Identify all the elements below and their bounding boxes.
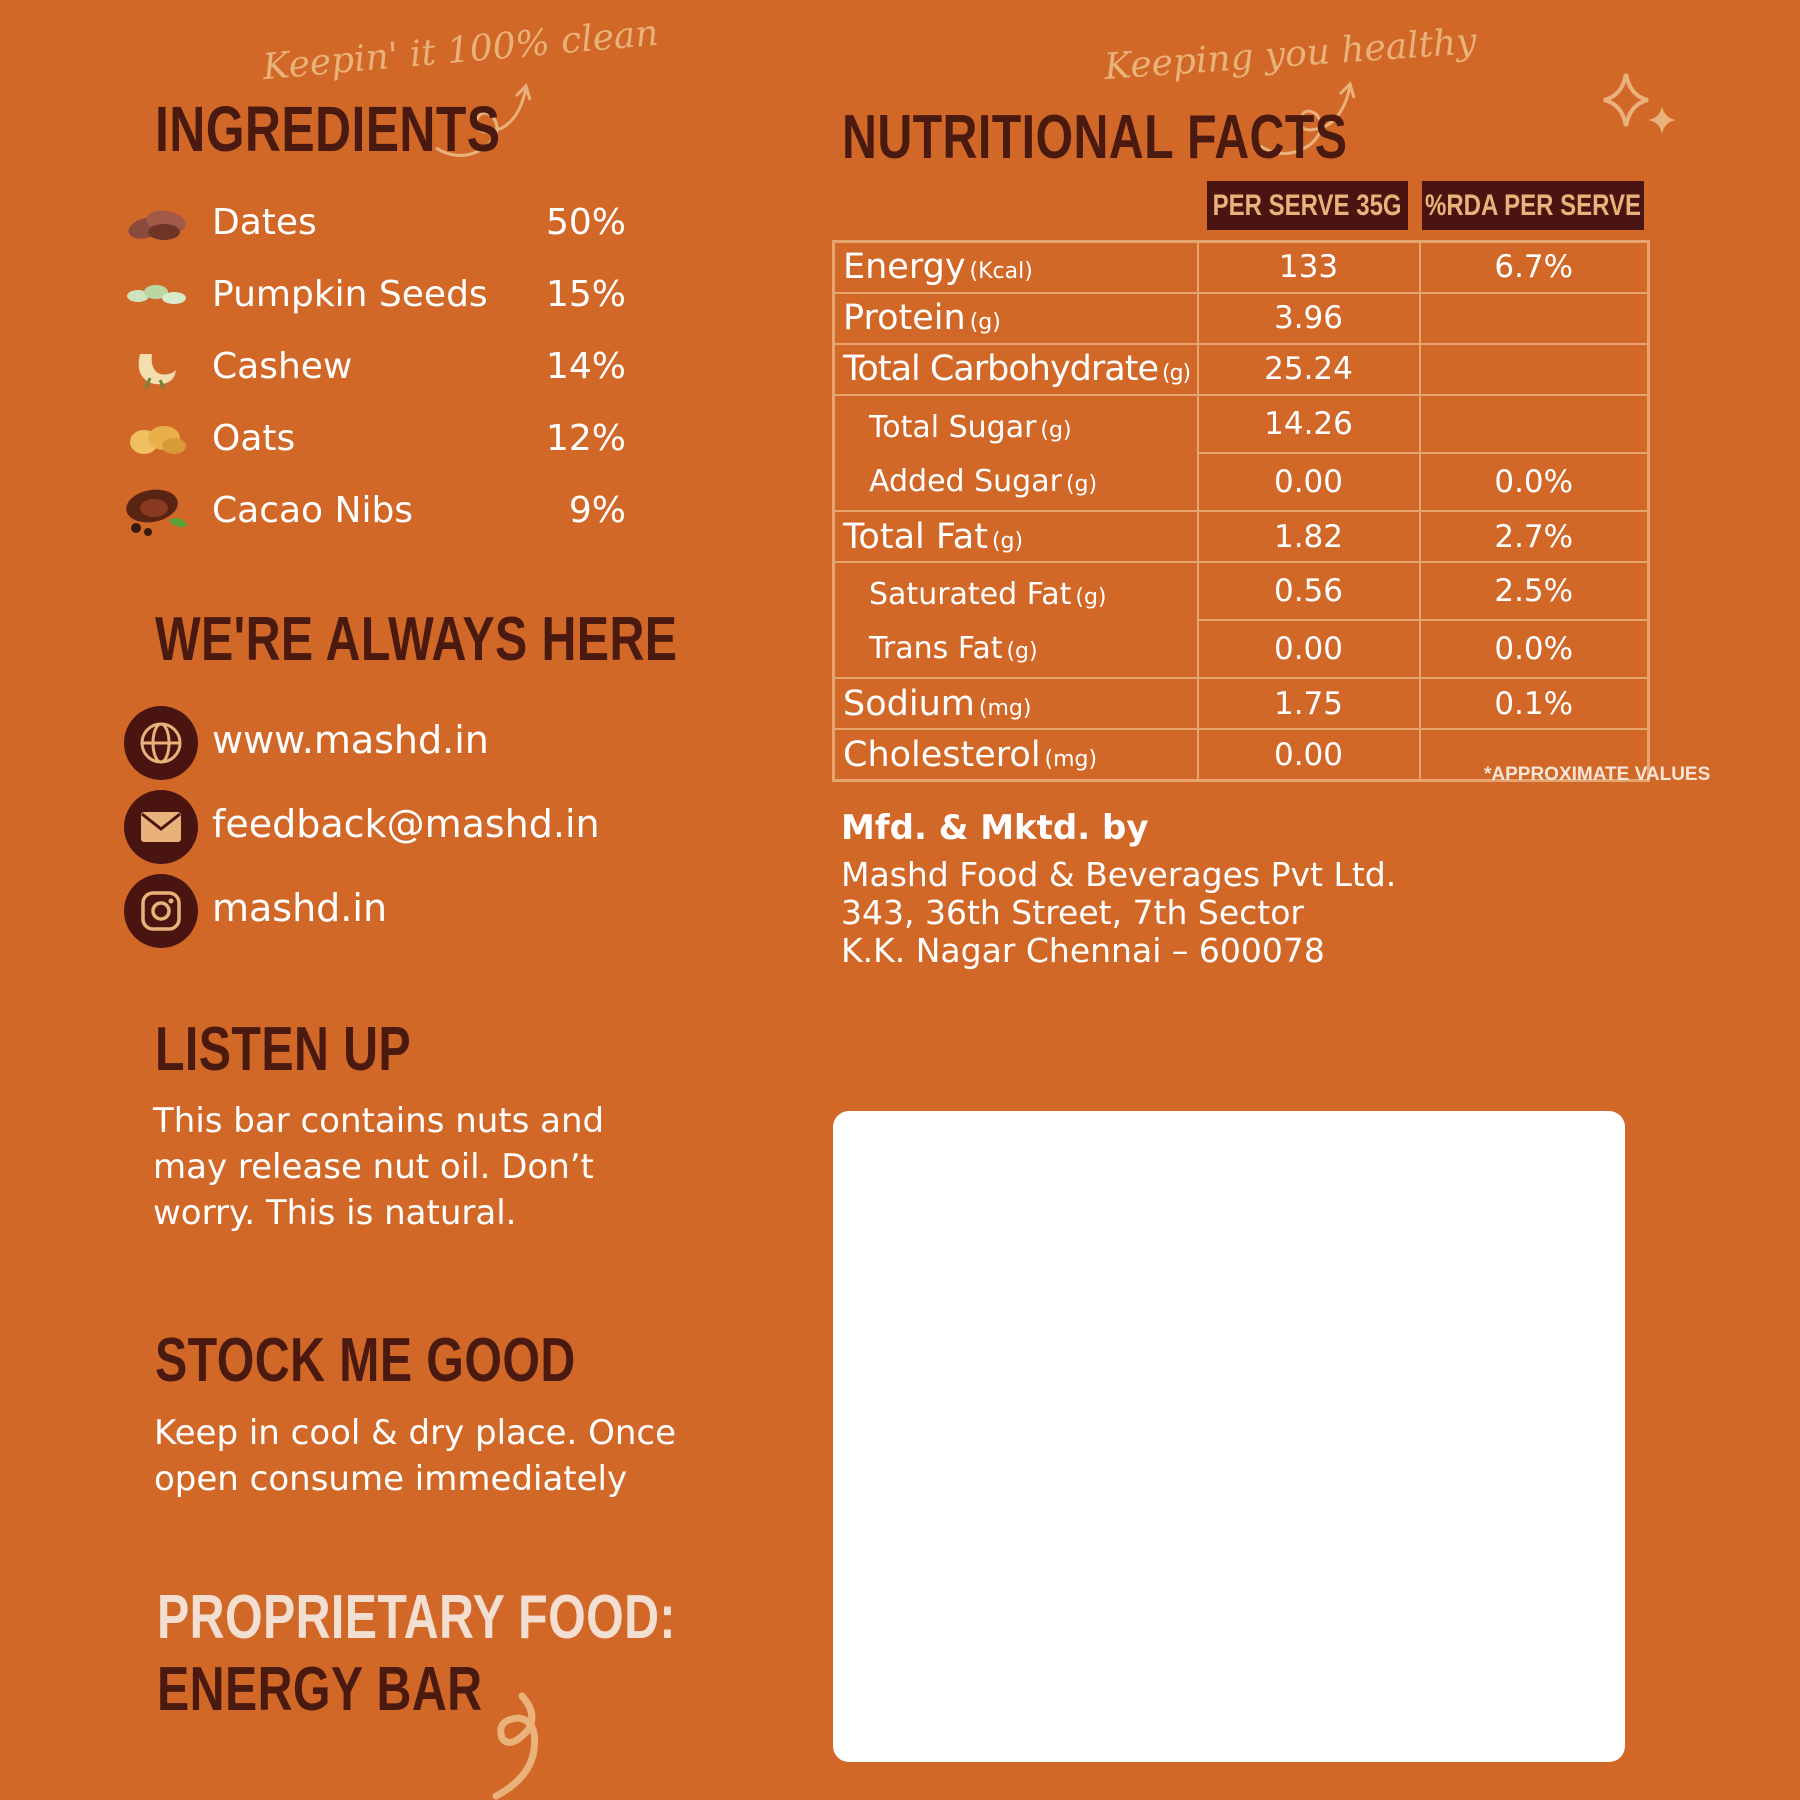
nutrient-value: 0.00 — [1198, 453, 1420, 511]
table-row — [834, 562, 1649, 620]
nutrient-name: Added Sugar — [869, 464, 1062, 500]
product-type-label: ENERGY BAR — [157, 1655, 483, 1724]
nutrient-name: Total Sugar — [869, 410, 1037, 446]
nutrient-rda: 0.0% — [1420, 620, 1649, 678]
stock-line: open consume immediately — [154, 1459, 628, 1499]
sparkle-icon — [1594, 70, 1684, 150]
instagram-text: mashd.in — [212, 886, 388, 930]
website-text: www.mashd.in — [212, 718, 489, 762]
nutrition-table — [832, 240, 1650, 782]
ingredient-name: Pumpkin Seeds — [212, 274, 488, 315]
stock-line: Keep in cool & dry place. Once — [154, 1413, 677, 1453]
nutrient-label — [834, 562, 1198, 678]
ingredient-row — [124, 192, 626, 252]
nutrient-sub-label — [869, 569, 1197, 623]
nutrient-value: 0.00 — [1198, 620, 1420, 678]
nutrient-unit: (g) — [1040, 418, 1072, 444]
nutrient-value: 3.96 — [1198, 293, 1420, 344]
nutrient-label — [834, 344, 1198, 395]
ingredients-title: INGREDIENTS — [155, 93, 501, 165]
cacao-icon — [124, 480, 190, 540]
listen-up-line: may release nut oil. Don’t — [153, 1147, 594, 1187]
listen-up-line: This bar contains nuts and — [153, 1101, 605, 1141]
ingredient-percent: 15% — [545, 274, 626, 315]
nutrient-name: Cholesterol — [843, 734, 1041, 775]
ingredient-name: Cacao Nibs — [212, 490, 414, 531]
nutrient-rda: 2.5% — [1420, 562, 1649, 620]
nutrient-rda: 6.7% — [1420, 242, 1649, 293]
nutrient-unit: (Kcal) — [969, 259, 1033, 285]
nutrient-name: Saturated Fat — [869, 577, 1072, 613]
nutrient-name: Sodium — [843, 683, 975, 724]
ingredient-row — [124, 480, 626, 540]
table-row — [834, 678, 1649, 729]
nutrient-value: 0.00 — [1198, 729, 1420, 780]
approximate-values-note: *APPROXIMATE VALUES — [1484, 764, 1711, 785]
pumpkin-seeds-icon — [124, 270, 190, 318]
manufacturer-address-line: 343, 36th Street, 7th Sector — [841, 893, 1304, 932]
mail-icon — [124, 790, 198, 864]
ingredient-row — [124, 264, 626, 324]
manufacturer-company: Mashd Food & Beverages Pvt Ltd. — [841, 855, 1397, 894]
manufacturer-heading: Mfd. & Mktd. by — [841, 808, 1149, 848]
manufacturer-address — [841, 856, 1396, 970]
nutrient-value: 1.82 — [1198, 511, 1420, 562]
manufacturer-address-line: K.K. Nagar Chennai – 600078 — [841, 931, 1325, 970]
nutrient-sub-label — [869, 456, 1197, 510]
table-row — [834, 511, 1649, 562]
table-row — [834, 344, 1649, 395]
ingredient-name: Dates — [212, 202, 317, 243]
nutrient-unit: (g) — [1065, 472, 1098, 498]
globe-icon — [124, 706, 198, 780]
nutrient-sub-label — [869, 623, 1197, 677]
nutrient-label — [834, 395, 1198, 511]
squiggle-icon — [482, 1690, 552, 1800]
nutrient-unit: (mg) — [1044, 746, 1098, 772]
nutrient-value: 25.24 — [1198, 344, 1420, 395]
nutrient-name: Trans Fat — [869, 631, 1003, 667]
ingredient-name: Cashew — [212, 346, 353, 387]
nutrient-value: 0.56 — [1198, 562, 1420, 620]
table-row — [834, 293, 1649, 344]
table-row — [834, 395, 1649, 453]
ingredients-tagline: Keepin' it 100% clean — [260, 12, 661, 89]
nutrient-value: 1.75 — [1198, 678, 1420, 729]
nutrient-name: Energy — [843, 247, 966, 288]
ingredient-row — [124, 408, 626, 468]
stock-title: STOCK ME GOOD — [155, 1326, 576, 1395]
nutrient-value: 14.26 — [1198, 395, 1420, 453]
contact-title: WE'RE ALWAYS HERE — [155, 605, 678, 674]
nutrient-label — [834, 242, 1198, 293]
rda-header-label: %RDA PER SERVE — [1424, 188, 1642, 222]
per-serve-header-label: PER SERVE 35G — [1213, 188, 1403, 222]
nutrient-name: Total Fat — [843, 516, 988, 557]
listen-up-text — [153, 1098, 604, 1236]
ingredient-percent: 9% — [568, 490, 626, 531]
nutrient-name: Total Carbohydrate — [843, 349, 1158, 390]
per-serve-header — [1207, 181, 1408, 230]
proprietary-food-label: PROPRIETARY FOOD: — [157, 1583, 676, 1652]
nutrient-rda: 0.0% — [1420, 453, 1649, 511]
nutrient-value: 133 — [1198, 242, 1420, 293]
nutrient-label — [834, 678, 1198, 729]
blank-label-area — [833, 1111, 1625, 1762]
stock-text — [154, 1410, 676, 1502]
listen-up-title: LISTEN UP — [155, 1015, 412, 1084]
nutrient-unit: (g) — [1006, 639, 1038, 665]
ingredient-percent: 14% — [545, 346, 626, 387]
nutrient-rda — [1420, 395, 1649, 453]
nutrition-tagline: Keeping you healthy — [1103, 21, 1478, 88]
dates-icon — [124, 198, 190, 246]
nutrient-rda — [1420, 293, 1649, 344]
nutrient-rda: 0.1% — [1420, 678, 1649, 729]
ingredient-percent: 50% — [545, 202, 626, 243]
ingredient-name: Oats — [212, 418, 296, 459]
nutrient-label — [834, 511, 1198, 562]
nutrition-title: NUTRITIONAL FACTS — [842, 103, 1348, 172]
instagram-icon — [124, 874, 198, 948]
nutrient-label — [834, 293, 1198, 344]
nutrient-sub-label — [869, 402, 1197, 456]
nutrient-unit: (g) — [991, 528, 1024, 554]
nutrient-unit: (g) — [969, 310, 1001, 336]
listen-up-line: worry. This is natural. — [153, 1193, 517, 1233]
nutrient-label — [834, 729, 1198, 780]
ingredient-percent: 12% — [545, 418, 626, 459]
ingredient-row — [124, 336, 626, 396]
email-text: feedback@mashd.in — [212, 802, 600, 846]
nutrient-unit: (g) — [1075, 585, 1107, 611]
oats-icon — [124, 414, 190, 462]
nutrient-rda — [1420, 344, 1649, 395]
nutrient-name: Protein — [843, 298, 966, 339]
nutrient-unit: (g) — [1161, 361, 1191, 387]
rda-header — [1422, 181, 1644, 230]
nutrient-rda: 2.7% — [1420, 511, 1649, 562]
nutrient-unit: (mg) — [978, 695, 1032, 721]
cashew-icon — [124, 342, 190, 390]
table-row — [834, 242, 1649, 293]
